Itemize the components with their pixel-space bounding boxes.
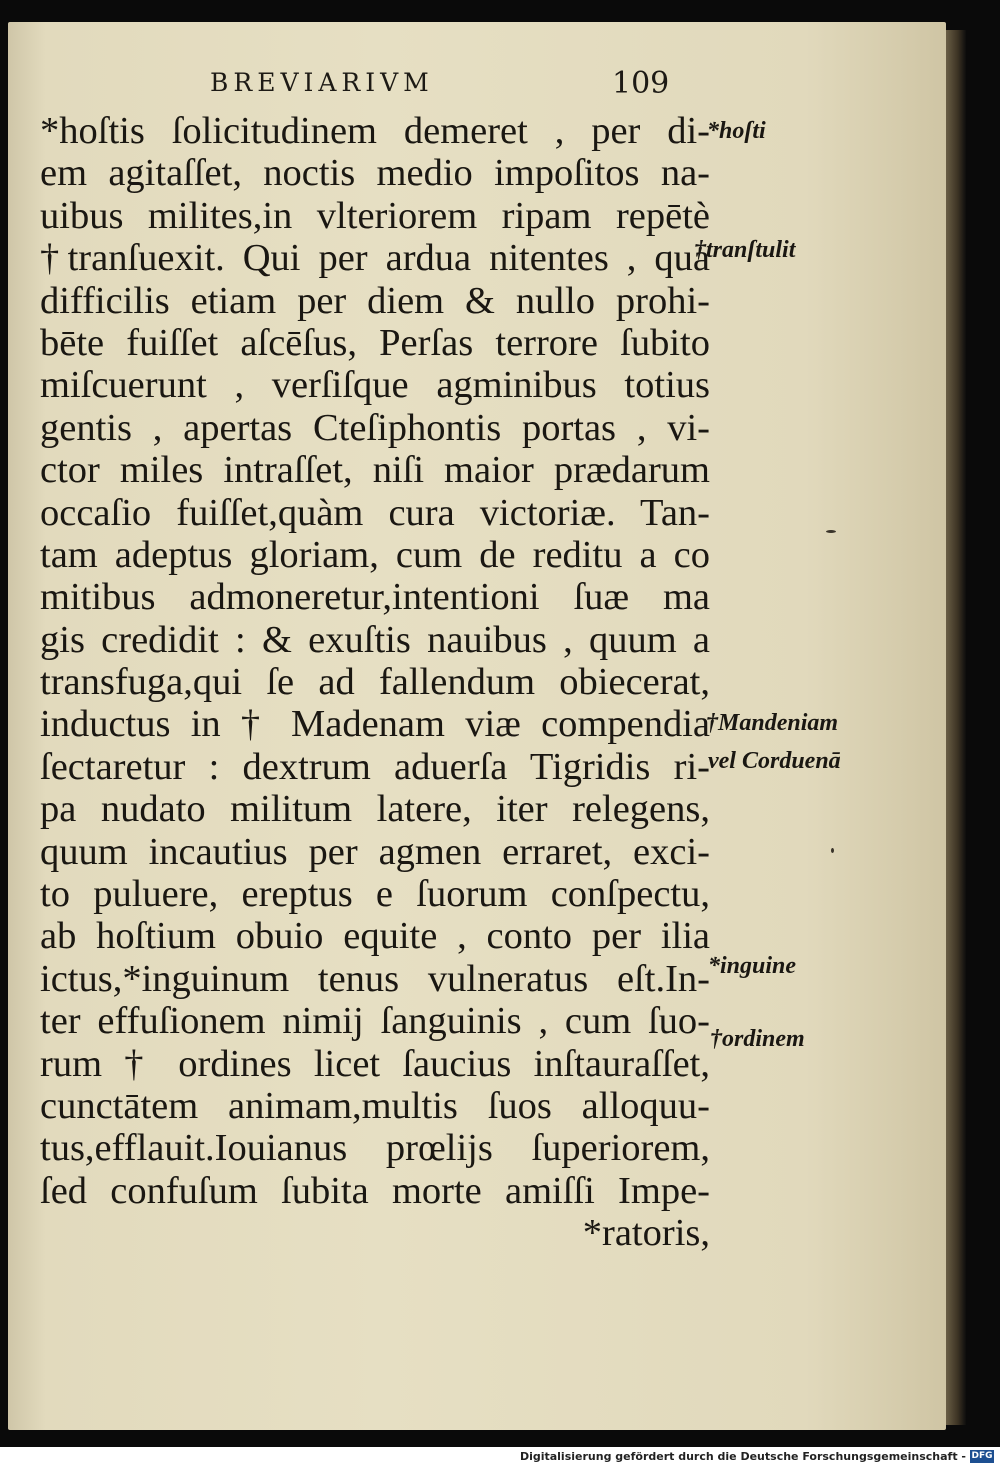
- text-line: transfuga,qui ſe ad fallendum obiecerat,: [40, 661, 710, 704]
- text-line: gis credidit : & exuſtis nauibus , quum a: [40, 618, 710, 661]
- text-line: occaſio fuiſſet,quàm cura victoriæ. Tan-: [40, 491, 710, 534]
- paper-speck: [831, 848, 834, 853]
- text-line: ctor miles intraſſet, niſi maior prædarum: [40, 449, 710, 492]
- marginal-gloss-inguine: *inguine: [708, 953, 797, 979]
- footer-bar: [0, 1447, 1000, 1467]
- page-edge: [946, 30, 966, 1425]
- text-line: ictus,*inguinum tenus vulneratus eſt.In-: [40, 957, 710, 1000]
- text-line: bēte fuiſſet aſcēſus, Perſas terrore ſubito: [40, 321, 710, 364]
- text-line: rum † ordines licet ſaucius inſtauraſſet,: [40, 1042, 710, 1085]
- text-line: inductus in † Madenam viæ compendia: [40, 703, 710, 746]
- text-line: ſed confuſum ſubita morte amiſſi Impe-: [40, 1169, 710, 1212]
- text-line: †tranſuexit. Qui per ardua nitentes , qua: [40, 237, 710, 280]
- text-line: *hoſtis ſolicitudinem demeret , per di-: [40, 110, 710, 152]
- text-line: ab hoſtium obuio equite , conto per ilia: [40, 915, 710, 958]
- text-line: to puluere, ereptus e ſuorum conſpectu,: [40, 873, 710, 916]
- text-line: cunctātem animam,multis ſuos alloquu-: [40, 1084, 710, 1127]
- text-line: mitibus admoneretur,intentioni ſuæ ma: [40, 576, 710, 619]
- marginal-gloss-hosti: *hoſti: [707, 118, 766, 144]
- marginal-gloss-corduena: vel Corduenā: [708, 748, 841, 774]
- text-line: em agitaſſet, noctis medio impoſitos na-: [40, 152, 710, 195]
- text-line: tam adeptus gloriam, cum de reditu a co: [40, 533, 710, 576]
- text-line: ter effuſionem nimij ſanguinis , cum ſuo-: [40, 1000, 710, 1043]
- catchword: *ratoris,: [582, 1212, 710, 1255]
- running-head: BREVIARIVM: [210, 68, 434, 97]
- text-line: miſcuerunt , verſiſque agminibus totius: [40, 364, 710, 407]
- dfg-logo: DFG: [971, 1451, 993, 1461]
- text-line: ſectaretur : dextrum aduerſa Tigridis ri-: [40, 745, 710, 788]
- text-line: uibus milites,in vlteriorem ripam repētè: [40, 194, 710, 237]
- marginal-gloss-ordinem: †ordinem: [710, 1026, 805, 1052]
- text-line: tus,efflauit.Iouianus prœlijs ſuperiorem,: [40, 1127, 710, 1170]
- text-line: difficilis etiam per diem & nullo prohi-: [40, 279, 710, 322]
- paper-speck: [826, 530, 836, 533]
- text-line: gentis , apertas Cteſiphontis portas , vi-: [40, 406, 710, 449]
- marginal-gloss-mandeniam: †Mandeniam: [706, 710, 839, 736]
- funding-credit: Digitalisierung gefördert durch die Deutsche Forschungsgemeinschaft -: [519, 1450, 966, 1463]
- text-line: quum incautius per agmen erraret, exci-: [40, 830, 710, 873]
- page-number: 109: [612, 66, 670, 101]
- marginal-gloss-transtulit: †tranſtulit: [694, 237, 796, 263]
- text-line: pa nudato militum latere, iter relegens,: [40, 788, 710, 831]
- main-text-block: [40, 110, 710, 1255]
